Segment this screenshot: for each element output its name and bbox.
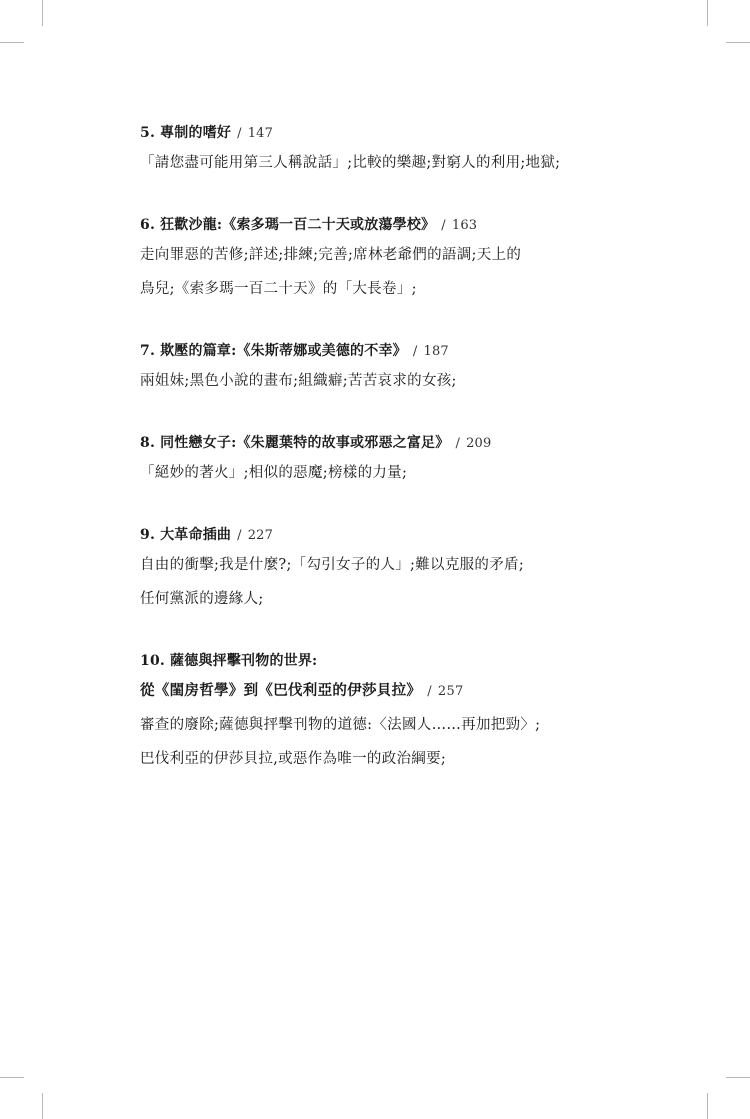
page-number: 147 xyxy=(247,126,274,141)
page-number: 227 xyxy=(247,528,274,543)
toc-entry-10 xyxy=(140,648,640,776)
page-separator: / xyxy=(412,344,418,359)
entry-description-line: 審查的廢除;薩德與抨擊刊物的道德:〈法國人……再加把勁〉; xyxy=(140,717,541,733)
crop-mark-bottom-left-h xyxy=(0,1077,24,1078)
entry-description-line: 「請您盡可能用第三人稱說話」;比較的樂趣;對窮人的利用;地獄; xyxy=(140,155,561,171)
entry-title-text: 欺壓的篇章:《朱斯蒂娜或美德的不幸》 xyxy=(160,343,407,359)
crop-mark-top-right-h xyxy=(726,42,750,43)
entry-title-text: 薩德與抨擊刊物的世界: xyxy=(170,653,318,669)
entry-title[interactable] xyxy=(140,120,640,146)
page-separator: / xyxy=(237,528,242,543)
page-number: 163 xyxy=(451,218,478,233)
entry-number: 5. xyxy=(140,125,156,141)
page-number: 257 xyxy=(437,684,464,699)
toc-entry-6 xyxy=(140,212,640,306)
entry-title-text: 專制的嗜好 xyxy=(160,125,232,141)
entry-title-text: 狂歡沙龍:《索多瑪一百二十天或放蕩學校》 xyxy=(160,217,436,233)
entry-title[interactable] xyxy=(140,338,640,364)
page-separator: / xyxy=(455,436,461,451)
page-number: 187 xyxy=(423,344,449,359)
entry-description-line: 兩姐妹;黑色小說的畫布;組織癖;苦苦哀求的女孩; xyxy=(140,373,457,389)
page-separator: / xyxy=(441,218,446,233)
entry-title-text: 大革命插曲 xyxy=(160,527,232,543)
entry-title-text: 同性戀女子:《朱麗葉特的故事或邪惡之富足》 xyxy=(160,435,450,451)
entry-number: 6. xyxy=(140,217,156,233)
entry-title[interactable] xyxy=(140,648,640,674)
table-of-contents xyxy=(140,120,640,808)
page-separator: / xyxy=(427,684,432,699)
crop-mark-top-left xyxy=(42,0,43,26)
entry-number: 9. xyxy=(140,527,156,543)
entry-description-line: 巴伐利亞的伊莎貝拉,或惡作為唯一的政治綱要; xyxy=(140,751,447,767)
entry-subtitle[interactable] xyxy=(140,674,640,708)
toc-entry-9 xyxy=(140,522,640,616)
crop-mark-bottom-right-h xyxy=(726,1077,750,1078)
crop-mark-bottom-right xyxy=(707,1093,708,1119)
entry-description-line: 「絕妙的著火」;相似的惡魔;榜樣的力量; xyxy=(140,465,408,481)
entry-number: 8. xyxy=(140,435,156,451)
crop-mark-top-right xyxy=(707,0,708,26)
toc-entry-7 xyxy=(140,338,640,398)
toc-entry-8 xyxy=(140,430,640,490)
entry-description-line: 自由的衝擊;我是什麼?;「勾引女子的人」;難以克服的矛盾; xyxy=(140,557,525,573)
toc-entry-5 xyxy=(140,120,640,180)
page-separator: / xyxy=(237,126,242,141)
crop-mark-top-left-h xyxy=(0,42,24,43)
entry-title[interactable] xyxy=(140,522,640,548)
page-number: 209 xyxy=(466,436,492,451)
entry-number: 7. xyxy=(140,343,156,359)
entry-description-line: 鳥兒;《索多瑪一百二十天》的「大長卷」; xyxy=(140,281,417,297)
crop-mark-bottom-left xyxy=(42,1093,43,1119)
entry-title[interactable] xyxy=(140,212,640,238)
entry-subtitle-text: 從《閨房哲學》到《巴伐利亞的伊莎貝拉》 xyxy=(140,682,422,699)
entry-title[interactable] xyxy=(140,430,640,456)
entry-description-line: 走向罪惡的苦修;詳述;排練;完善;席林老爺們的語調;天上的 xyxy=(140,247,522,263)
entry-number: 10. xyxy=(140,653,165,669)
entry-description-line: 任何黨派的邊緣人; xyxy=(140,591,264,607)
